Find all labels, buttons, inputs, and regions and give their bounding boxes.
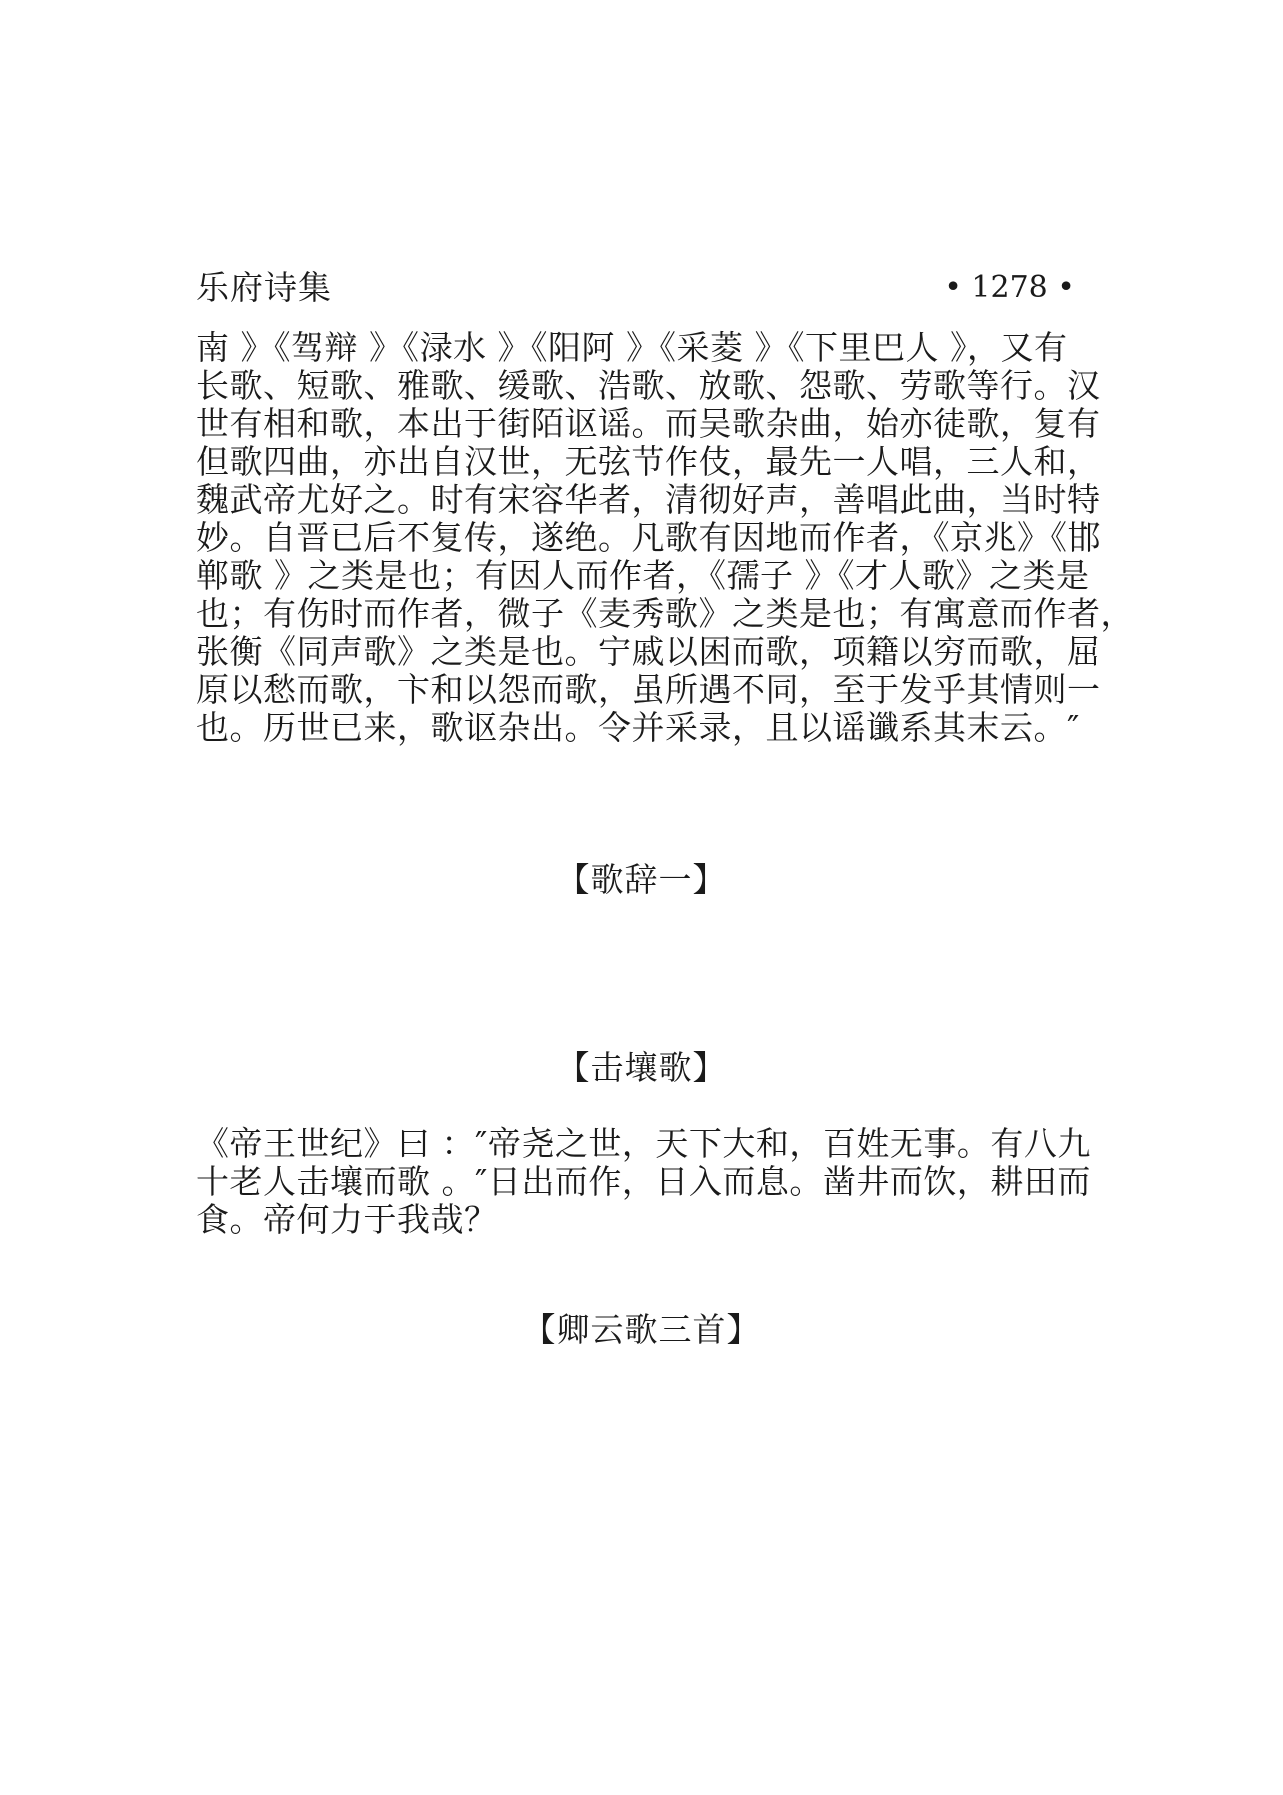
intro-line: 郸歌 》之类是也；有因人而作者，《孺子 》《才人歌》之类是 — [196, 556, 1090, 595]
page-number: • 1278 • — [944, 270, 1075, 305]
intro-line: 魏武帝尤好之。时有宋容华者，清彻好声，善唱此曲，当时特 — [196, 480, 1101, 519]
intro-line: 但歌四曲，亦出自汉世，无弦节作伎，最先一人唱，三人和， — [196, 442, 1101, 481]
intro-line: 也。历世已来，歌讴杂出。令并采录，且以谣谶系其末云。″ — [196, 708, 1080, 747]
poem-title: 【卿云歌三首】 — [522, 1310, 761, 1349]
poem-line: 十老人击壤而歌 。″日出而作，日入而息。凿井而饮，耕田而 — [196, 1162, 1091, 1201]
intro-line: 世有相和歌，本出于街陌讴谣。而吴歌杂曲，始亦徒歌，复有 — [196, 404, 1101, 443]
intro-line: 妙。自晋已后不复传，遂绝。凡歌有因地而作者，《京兆》《邯 — [196, 518, 1101, 557]
intro-line: 南 》《驾辩 》《渌水 》《阳阿 》《采菱 》《下里巴人 》，又有 — [196, 328, 1068, 367]
intro-line: 原以愁而歌，卞和以怨而歌，虽所遇不同，至于发乎其情则一 — [196, 670, 1101, 709]
poem-line: 《帝王世纪》曰 ：″帝尧之世，天下大和，百姓无事。有八九 — [196, 1124, 1091, 1163]
book-title: 乐府诗集 — [196, 268, 332, 307]
poem-line: 食。帝何力于我哉？ — [196, 1200, 498, 1239]
section-heading: 【歌辞一】 — [556, 860, 727, 899]
poem-title: 【击壤歌】 — [556, 1048, 727, 1087]
intro-line: 张衡《同声歌》之类是也。宁戚以困而歌，项籍以穷而歌，屈 — [196, 632, 1101, 671]
intro-line: 长歌、短歌、雅歌、缓歌、浩歌、放歌、怨歌、劳歌等行。汉 — [196, 366, 1101, 405]
intro-line: 也；有伤时而作者，微子《麦秀歌》之类是也；有寓意而作者， — [196, 594, 1134, 633]
